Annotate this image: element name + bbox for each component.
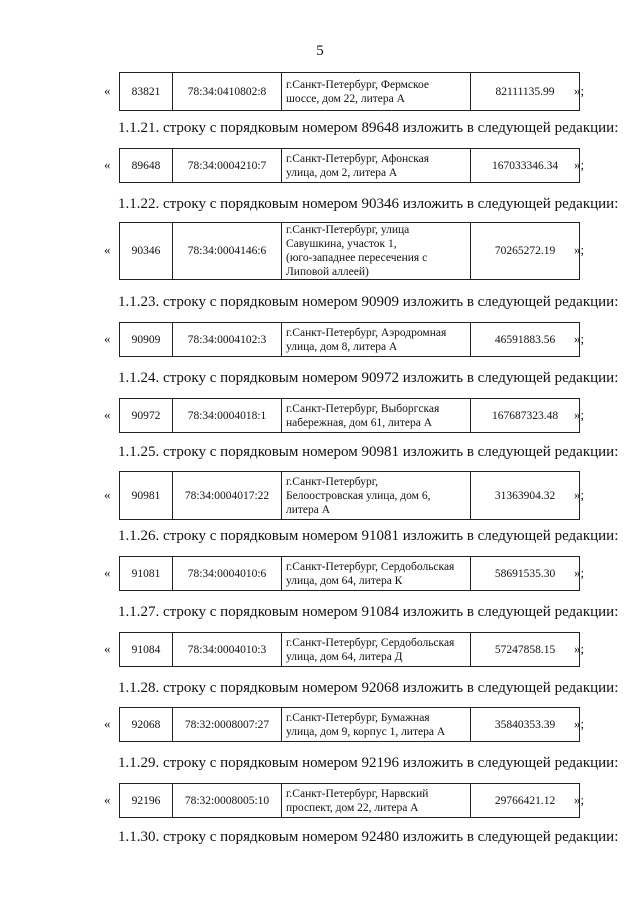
table-row <box>0 148 640 182</box>
instruction-line: 1.1.26. строку с порядковым номером 91081 изложить в следующей редакции: <box>118 528 619 544</box>
data-table <box>119 556 580 591</box>
row-number-cell: 90346 <box>120 223 173 280</box>
row-number-cell: 92196 <box>120 784 173 818</box>
address-line: г.Санкт-Петербург, Бумажная <box>286 711 430 724</box>
value-cell: 57247858.15 <box>471 633 580 667</box>
instruction-line: 1.1.30. строку с порядковым номером 92480 изложить в следующей редакции: <box>118 829 619 845</box>
address-line: г.Санкт-Петербург, Сердобольская <box>286 560 455 573</box>
open-quote: « <box>104 487 111 502</box>
instruction-line: 1.1.23. строку с порядковым номером 90909 изложить в следующей редакции: <box>118 294 619 310</box>
open-quote: « <box>104 331 111 346</box>
address-line: улица, дом 64, литера К <box>286 574 403 587</box>
cadastral-number-cell: 78:34:0004146:6 <box>173 223 282 280</box>
table-row <box>0 556 640 590</box>
cadastral-number-cell: 78:34:0004210:7 <box>173 149 282 183</box>
close-quote: »; <box>574 407 585 422</box>
cadastral-number-cell: 78:34:0004017:22 <box>173 472 282 520</box>
open-quote: « <box>104 641 111 656</box>
instruction-line: 1.1.29. строку с порядковым номером 92196 изложить в следующей редакции: <box>118 755 619 771</box>
table-row <box>0 783 640 817</box>
instruction-line: 1.1.21. строку с порядковым номером 89648 изложить в следующей редакции: <box>118 120 619 136</box>
open-quote: « <box>104 716 111 731</box>
close-quote: »; <box>574 487 585 502</box>
table-row <box>0 707 640 741</box>
instruction-line: 1.1.25. строку с порядковым номером 90981 изложить в следующей редакции: <box>118 444 619 460</box>
data-table <box>119 707 580 742</box>
address-line: проспект, дом 22, литера А <box>286 801 419 814</box>
address-line: Белоостровская улица, дом 6, <box>286 489 431 502</box>
cadastral-number-cell: 78:34:0004018:1 <box>173 399 282 433</box>
data-table <box>119 148 580 183</box>
address-line: г.Санкт-Петербург, Фермское <box>286 78 430 91</box>
address-line: г.Санкт-Петербург, Нарвский <box>286 787 429 800</box>
row-number-cell: 90972 <box>120 399 173 433</box>
address-line: Савушкина, участок 1, <box>286 238 397 250</box>
open-quote: « <box>104 565 111 580</box>
address-cell <box>282 223 471 280</box>
open-quote: « <box>104 242 111 257</box>
address-line: улица, дом 64, литера Д <box>286 650 403 663</box>
address-cell <box>282 557 471 591</box>
row-number-cell: 91084 <box>120 633 173 667</box>
address-line: литера А <box>286 503 331 516</box>
close-quote: »; <box>574 716 585 731</box>
address-line: улица, дом 2, литера А <box>286 166 398 179</box>
row-number-cell: 89648 <box>120 149 173 183</box>
address-cell <box>282 708 471 742</box>
address-line: г.Санкт-Петербург, Аэродромная <box>286 326 447 339</box>
value-cell: 167033346.34 <box>471 149 580 183</box>
address-cell <box>282 399 471 433</box>
table-row <box>0 222 640 278</box>
close-quote: »; <box>574 792 585 807</box>
address-line: улица, дом 8, литера А <box>286 340 398 353</box>
table-row <box>0 72 640 110</box>
address-line: (юго-западнее пересечения с <box>286 252 428 264</box>
address-line: улица, дом 9, корпус 1, литера А <box>286 725 446 738</box>
value-cell: 46591883.56 <box>471 323 580 357</box>
open-quote: « <box>104 792 111 807</box>
value-cell: 31363904.32 <box>471 472 580 520</box>
value-cell: 70265272.19 <box>471 223 580 280</box>
table-row <box>0 471 640 519</box>
instruction-line: 1.1.24. строку с порядковым номером 90972 изложить в следующей редакции: <box>118 370 619 386</box>
address-cell <box>282 323 471 357</box>
table-row <box>0 322 640 356</box>
data-table <box>119 398 580 433</box>
row-number-cell: 83821 <box>120 73 173 111</box>
table-row <box>0 398 640 432</box>
address-line: г.Санкт-Петербург, Выборгская <box>286 402 440 415</box>
address-line: г.Санкт-Петербург, <box>286 475 379 488</box>
cadastral-number-cell: 78:32:0008007:27 <box>173 708 282 742</box>
address-line: Липовой аллеей) <box>286 266 369 278</box>
row-number-cell: 91081 <box>120 557 173 591</box>
data-table <box>119 471 580 520</box>
address-cell <box>282 784 471 818</box>
close-quote: »; <box>574 83 585 98</box>
address-line: набережная, дом 61, литера А <box>286 416 433 429</box>
row-number-cell: 90981 <box>120 472 173 520</box>
cadastral-number-cell: 78:34:0004102:3 <box>173 323 282 357</box>
close-quote: »; <box>574 565 585 580</box>
data-table <box>119 783 580 818</box>
data-table <box>119 632 580 667</box>
address-cell <box>282 633 471 667</box>
row-number-cell: 90909 <box>120 323 173 357</box>
instruction-line: 1.1.28. строку с порядковым номером 92068 изложить в следующей редакции: <box>118 680 619 696</box>
address-cell <box>282 73 471 111</box>
cadastral-number-cell: 78:32:0008005:10 <box>173 784 282 818</box>
address-line: г.Санкт-Петербург, Сердобольская <box>286 636 455 649</box>
address-line: шоссе, дом 22, литера А <box>286 92 405 105</box>
instruction-line: 1.1.27. строку с порядковым номером 91084 изложить в следующей редакции: <box>118 604 619 620</box>
value-cell: 82111135.99 <box>471 73 580 111</box>
value-cell: 29766421.12 <box>471 784 580 818</box>
data-table <box>119 72 580 111</box>
cadastral-number-cell: 78:34:0410802:8 <box>173 73 282 111</box>
data-table <box>119 222 580 280</box>
open-quote: « <box>104 407 111 422</box>
value-cell: 58691535.30 <box>471 557 580 591</box>
close-quote: »; <box>574 157 585 172</box>
open-quote: « <box>104 83 111 98</box>
data-table <box>119 322 580 357</box>
page-number: 5 <box>316 43 324 59</box>
cadastral-number-cell: 78:34:0004010:6 <box>173 557 282 591</box>
table-row <box>0 632 640 666</box>
close-quote: »; <box>574 242 585 257</box>
close-quote: »; <box>574 331 585 346</box>
address-cell <box>282 472 471 520</box>
row-number-cell: 92068 <box>120 708 173 742</box>
open-quote: « <box>104 157 111 172</box>
cadastral-number-cell: 78:34:0004010:3 <box>173 633 282 667</box>
address-cell <box>282 149 471 183</box>
value-cell: 167687323.48 <box>471 399 580 433</box>
address-line: г.Санкт-Петербург, улица <box>286 224 410 236</box>
value-cell: 35840353.39 <box>471 708 580 742</box>
address-line: г.Санкт-Петербург, Афонская <box>286 152 430 165</box>
instruction-line: 1.1.22. строку с порядковым номером 90346 изложить в следующей редакции: <box>118 196 619 212</box>
close-quote: »; <box>574 641 585 656</box>
